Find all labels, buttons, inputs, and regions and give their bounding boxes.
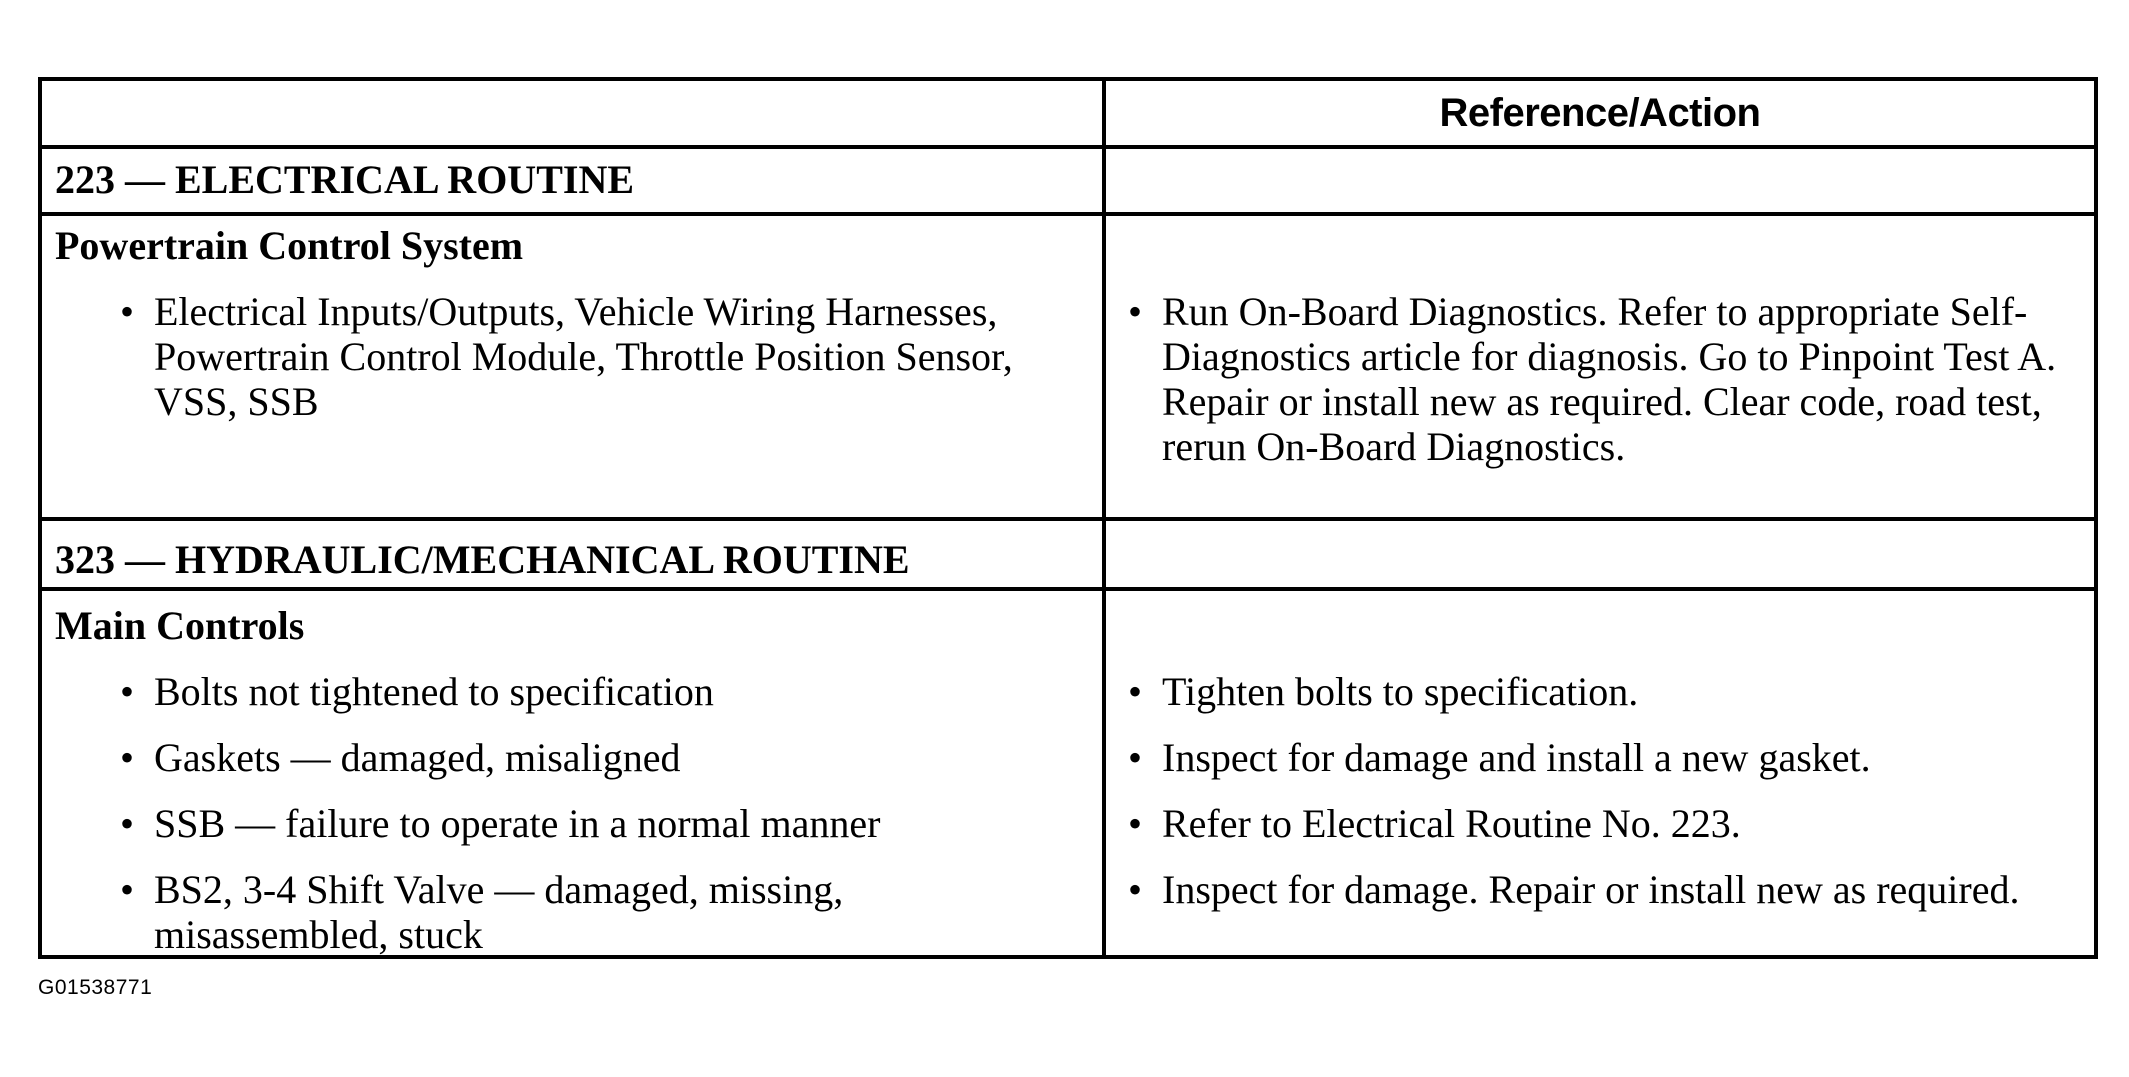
- figure-id: G01538771: [38, 976, 153, 999]
- routine-title-323: 323 — HYDRAULIC/MECHANICAL ROUTINE: [55, 537, 910, 582]
- row-divider: [42, 517, 2094, 521]
- action-text: Inspect for damage and install a new gasket.: [1162, 735, 1871, 780]
- action-text: Inspect for damage. Repair or install new as required.: [1162, 867, 2020, 912]
- action-item: [1128, 669, 2088, 714]
- action-item: [1128, 801, 2088, 846]
- bullet-icon: •: [120, 289, 135, 334]
- bullet-icon: •: [120, 735, 135, 780]
- condition-text: SSB — failure to operate in a normal manner: [154, 801, 881, 846]
- condition-text: BS2, 3-4 Shift Valve — damaged, missing, misassembled, stuck: [154, 867, 844, 957]
- row-divider: [42, 145, 2094, 149]
- section-title-powertrain: Powertrain Control System: [55, 223, 524, 268]
- condition-item: [120, 669, 1090, 714]
- condition-item: [120, 735, 1090, 780]
- bullet-icon: •: [1128, 867, 1143, 912]
- condition-text: Gaskets — damaged, misaligned: [154, 735, 681, 780]
- condition-text: Bolts not tightened to specification: [154, 669, 714, 714]
- bullet-icon: •: [120, 801, 135, 846]
- action-text: Tighten bolts to specification.: [1162, 669, 1639, 714]
- condition-item: [120, 801, 1090, 846]
- bullet-icon: •: [1128, 801, 1143, 846]
- bullet-icon: •: [1128, 735, 1143, 780]
- condition-item: [120, 867, 980, 957]
- header-reference-action: Reference/Action: [1439, 90, 1761, 135]
- condition-text: Electrical Inputs/Outputs, Vehicle Wiring Harnesses, Powertrain Control Module, Throttle Position Sensor, VSS, SSB: [154, 289, 1013, 424]
- routine-title-223: 223 — ELECTRICAL ROUTINE: [55, 157, 635, 202]
- bullet-icon: •: [120, 867, 135, 912]
- condition-item: [120, 289, 1090, 424]
- action-item: [1128, 289, 2088, 469]
- bullet-icon: •: [1128, 289, 1143, 334]
- bullet-icon: •: [120, 669, 135, 714]
- bullet-icon: •: [1128, 669, 1143, 714]
- row-divider: [42, 212, 2094, 216]
- section-title-main-controls: Main Controls: [55, 603, 305, 648]
- row-divider: [42, 587, 2094, 591]
- action-item: [1128, 735, 2088, 780]
- action-item: [1128, 867, 2088, 912]
- action-text: Run On-Board Diagnostics. Refer to appropriate Self-Diagnostics article for diagnosis. Go to Pinpoint Test A. Repair or install new as required. Clear code, road test, rerun On-Board Diagnostics.: [1162, 289, 2057, 469]
- diagnosis-table: [38, 77, 2098, 959]
- action-text: Refer to Electrical Routine No. 223.: [1162, 801, 1741, 846]
